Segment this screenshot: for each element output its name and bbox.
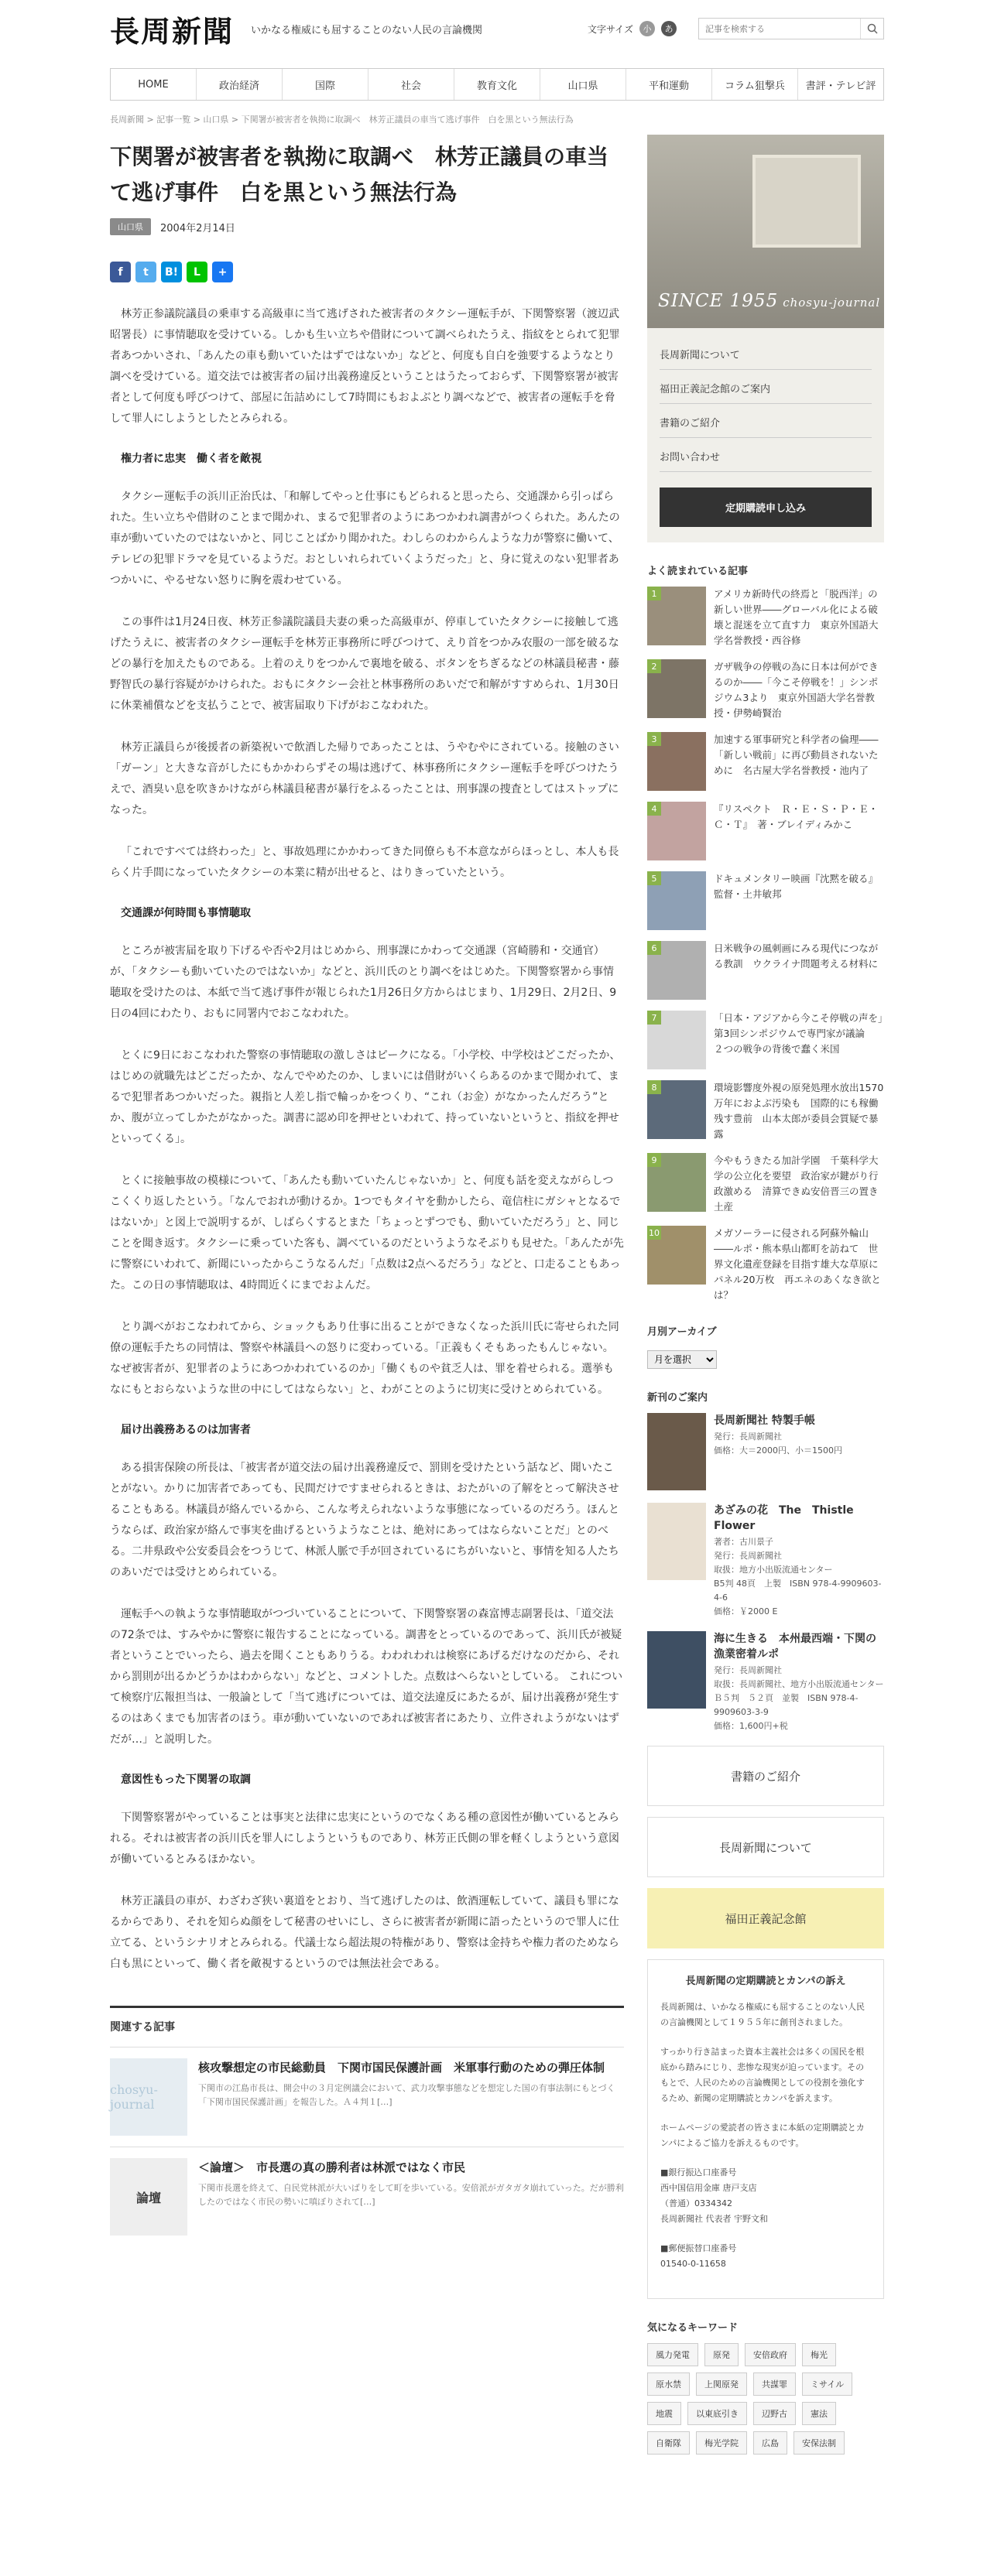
- rank-number: 3: [647, 732, 661, 746]
- rank-number: 4: [647, 802, 661, 816]
- related-desc: 下関市長選を終えて、自民党林派が大いばりをして町を歩いている。安倍派がガタガタ崩れていった。だが勝利したのではなく市民の勢いに嗔ぼりされて[…]: [198, 2183, 624, 2207]
- article-paragraph: とくに接触事故の模様について、「あんたも動いていたんじゃないか」と、何度も話を変えながらしつこくくり返したという。「なんでおれが動けるか。1つでもタイヤを動かしたら、竜信柱にガシャとなるではないか」と図上で説明するが、しばらくするとまた「ちょっとずつでも、動いていただろう」と、同じことを聞き返す。タクシーに乗っていた客も、調べているのだというようなそぶりも見せた。「あんたが先に警察にいわれて、新聞にいったからこうなるんだ」「点数は2点へるだろう」などと、口走ることもあった。この日の事情聴取は、4時間近くにまでおよんだ。: [110, 1175, 624, 1291]
- popular-title[interactable]: 加速する軍事研究と科学者の倫理――「新しい戦前」に再び動員されないために 名古屋大学名誉教授・池内了: [714, 734, 879, 776]
- share-buttons: [110, 262, 624, 282]
- search-button[interactable]: [860, 19, 883, 39]
- book-list: [647, 1413, 884, 1733]
- notice-paragraph: 長周新聞は、いかなる権威にも屈することのない人民の言論機関として１９５５年に創刊されました。: [660, 2002, 865, 2027]
- popular-item[interactable]: [647, 587, 884, 648]
- popular-title[interactable]: ドキュメンタリー映画『沈黙を破る』 監督・土井敏邦: [714, 873, 883, 900]
- popular-thumbnail[interactable]: [647, 1011, 706, 1069]
- keyword-tag[interactable]: 梅光: [802, 2343, 836, 2366]
- keyword-tag[interactable]: 梅光学院: [696, 2431, 747, 2455]
- nav-society[interactable]: 社会: [368, 69, 454, 100]
- breadcrumb[interactable]: 長周新聞 > 記事一覧 > 山口県 > 下関署が被害者を執拗に取調べ 林芳正議員の車当て逃げ事件 白を黒という無法行為: [110, 115, 574, 125]
- nav-international[interactable]: 国際: [283, 69, 368, 100]
- related-articles: [110, 2006, 624, 2246]
- menu-about[interactable]: 長周新聞について: [660, 336, 872, 370]
- popular-thumbnail[interactable]: [647, 1153, 706, 1212]
- keyword-tag[interactable]: 広島: [753, 2431, 787, 2455]
- keyword-tag[interactable]: 共謀罪: [753, 2372, 796, 2396]
- notice-body: [660, 2000, 871, 2272]
- search-box: [698, 18, 884, 39]
- popular-item[interactable]: [647, 941, 884, 1000]
- popular-thumbnail[interactable]: [647, 1226, 706, 1285]
- related-desc: 下関市の江島市長は、開会中の３月定例議会において、武力攻撃事態などを想定した国の有事法制にもとづく「下関市国民保護計画」を報告した。Ａ４判１[…]: [198, 2083, 615, 2107]
- popular-item[interactable]: [647, 871, 884, 930]
- popular-thumbnail[interactable]: [647, 1080, 706, 1139]
- keyword-tag[interactable]: 辺野古: [753, 2402, 796, 2425]
- sidebar-menu: [647, 328, 884, 542]
- popular-thumbnail[interactable]: [647, 871, 706, 930]
- rank-number: 7: [647, 1011, 661, 1025]
- related-title[interactable]: ＜論壇＞ 市長選の真の勝利者は林派ではなく市民: [198, 2160, 466, 2174]
- article-subheading: 権力者に忠実 働く者を敵視: [121, 453, 262, 465]
- article-subheading: 届け出義務あるのは加害者: [121, 1424, 251, 1436]
- line-share-button[interactable]: L: [187, 262, 207, 282]
- article-paragraph: とくに9日におこなわれた警察の事情聴取の激しさはピークになる。「小学校、中学校はどこだったか、はじめの就職先はどこだったか、なんでやめたのか、しまいには借財がいくらあるのかまで聞かれて、まるで犯罪者あつかいだった。親指と人差し指で輪っかをつくり、“これ（お金）がなかったんだろう”とか、腹が立ってしかたがなかった。調書に認め印を押せといわれて、持っていないというと、指紋を押せといってくる」。: [110, 1049, 621, 1145]
- keyword-list: [647, 2343, 884, 2455]
- article-subheading: 意図性もった下関署の取調: [121, 1774, 251, 1786]
- keyword-tag[interactable]: 以東底引き: [687, 2402, 747, 2425]
- article-paragraph: 運転手への執ような事情聴取がつづいていることについて、下関警察署の森富博志副署長は、「道交法の72条では、すみやかに警察に報告することになっている。調書をとっているのであって、浜川氏が被疑者ということでいったら、過去を聞くこともありうる。わわれわれは検察にあげるだけなのだから、それから罰則が出るかどうかはわからない」などと、コメントした。点数はへらないとしている。 これについて検察庁広報担当は、一般論として「当て逃げについては、道交法違反にあたるが、届け出義務が発生するのはあくまでも加害者のほう。車が動いていないのであれば被害者にあたり、立件されようがないはずだが…」と説明した。: [110, 1608, 623, 1746]
- office-photo: [752, 155, 861, 248]
- search-icon: [867, 23, 878, 34]
- article-paragraph: ところが被害届を取り下げるや否や2月はじめから、刑事課にかわって交通課（宮崎勝和・交通官）が、「タクシーも動いていたのではないか」などと、浜川氏のとり調べをはじめた。下関警察署から事情聴取を受けたのは、本紙で当て逃げ事件が報じられた1月26日夕方からはじまり、1月29日、2月2日、9日の4回にわたり、おもに同署内でおこなわれた。: [110, 945, 617, 1020]
- popular-title[interactable]: 「日本・アジアから今こそ停戦の声を」 第3回シンポジウムで専門家が議論 ２つの戦争の背後で蠢く米国: [714, 1012, 893, 1055]
- popular-title[interactable]: アメリカ新時代の終焉と「脱西洋」の新しい世界――グローバル化による破壊と混迷を立て直す力 東京外国語大学名誉教授・西谷修: [714, 588, 879, 646]
- keyword-tag[interactable]: 上関原発: [696, 2372, 747, 2396]
- keyword-tag[interactable]: 原発: [704, 2343, 739, 2366]
- category-badge[interactable]: 山口県: [110, 218, 151, 235]
- site-tagline: いかなる権威にも屈することのない人民の言論機関: [251, 24, 483, 36]
- popular-thumbnail[interactable]: [647, 732, 706, 791]
- article-paragraph: ある損害保険の所長は、「被害者が道交法の届け出義務違反で、罰則を受けたという話など、聞いたことがない。かりに加害者であっても、民間だけですませられるときは、おたがいの了解をとって解決させることもある。林議員が絡んでいるから、こんな考えられないような事態になっているのだろう。ほんとうならば、政治家が絡んで事実を曲げるというようなことは、絶対にあってはならないことだ」とのべる。二井県政や公安委員会をつうじて、林派人脈で手が回されているにちがいないと、事情を知る人たちのあいだでは受けとめられている。: [110, 1462, 619, 1579]
- site-logo[interactable]: 長周新聞: [110, 13, 235, 49]
- hatena-share-button[interactable]: B!: [161, 262, 182, 282]
- font-large-button[interactable]: あ: [661, 21, 677, 36]
- article-paragraph: 林芳正議員らが後援者の新築祝いで飲酒した帰りであったことは、うやむやにされている。接触のさい「ガーン」と大きな音がしたにもかかわらずその場は逃げて、林事務所にタクシー運転手を呼びつけたうえで、酒臭い息を吹きかけながら林議員秘書が暴行をふるったことは、刑事課の捜査としてはストップになった。: [110, 741, 619, 816]
- rank-number: 5: [647, 871, 661, 885]
- books-banner-label: 書籍のご紹介: [730, 1769, 800, 1784]
- subscribe-button[interactable]: 定期購読申し込み: [660, 487, 872, 527]
- since-label: [658, 291, 880, 311]
- book-info: 発行：長周新聞社 取扱：長周新聞社、地方小出版流通センター Ｂ５判 ５２頁 並製 ISBN 978-4-9909603-3-9 価格：1,600円+税: [714, 1665, 884, 1731]
- more-share-button[interactable]: +: [212, 262, 233, 282]
- keyword-tag[interactable]: ミサイル: [802, 2372, 852, 2396]
- popular-title[interactable]: 今やもうきたる加計学園 千葉科学大学の公立化を要望 政治家が鍵がり行政激める 清算できぬ安倍晋三の置き土産: [714, 1155, 879, 1213]
- search-input[interactable]: [699, 19, 860, 39]
- font-size-label: 文字サイズ: [587, 23, 633, 35]
- article-paragraph: 「これですべては終わった」と、事故処理にかかわってきた同僚らも不本意ながらほっとし、本人も長らく片手間になっていたタクシーの本業に精が出せると、はりきっていたという。: [110, 846, 619, 879]
- memorial-banner[interactable]: [647, 1888, 884, 1948]
- sidebar: [647, 135, 893, 2455]
- article-paragraph: 下関警察署がやっていることは事実と法律に忠実にというのでなくある種の意図性が働いているとみられる。それは被害者の浜川氏を罪人にしようというものであり、林芳正氏側の罪を軽くしようという意図が働いているとみるほかない。: [110, 1811, 619, 1866]
- article-title: 下関署が被害者を執拗に取調べ 林芳正議員の車当て逃げ事件 白を黒という無法行為: [110, 144, 609, 205]
- article-date: 2004年2月14日: [160, 222, 235, 234]
- book-item[interactable]: [647, 1413, 884, 1490]
- keyword-tag[interactable]: 憲法: [802, 2402, 836, 2425]
- book-item[interactable]: [647, 1503, 884, 1619]
- article-paragraph: 林芳正議員の車が、わざわざ狭い裏道をとおり、当て逃げしたのは、飲酒運転していて、議員も罪になるからであり、それを知らぬ顔をして秘書のせいにし、さらに被害者が新聞に語ったというので罪人に仕立てる、というシナリオとみられる。代議士なら超法規の特権があり、警察は金持ちや権力者のためなら白も黒にといって、働く者を敵視するというのでは無法社会である。: [110, 1895, 619, 1970]
- nav-yamaguchi[interactable]: 山口県: [540, 69, 626, 100]
- article-paragraph: この事件は1月24日夜、林芳正参議院議員夫妻の乗った高級車が、停車していたタクシーに接触して逃げたうえに、被害者のタクシー運転手を林芳正事務所に呼びつけて、えり首をつかみ农服の一部を破るなどの暴行を加えたものである。上着のえりをつかんで裏地を破る、ボタンをちぎるなどの林議員秘書・藤野智氏の暴行容疑がかけられた。おもにタクシー会社と林事務所のあいだで和解がすすめられ、1月30日に休業補償などを支払うことで、被害届取り下げがおこなわれた。: [110, 616, 619, 712]
- rank-number: 6: [647, 941, 661, 955]
- book-title[interactable]: あざみの花 The Thistle Flower: [714, 1504, 854, 1532]
- menu-contact[interactable]: お問い合わせ: [660, 438, 872, 472]
- rank-number: 10: [647, 1226, 661, 1240]
- memorial-banner-label: 福田正義記念館: [725, 1911, 807, 1926]
- nav-column[interactable]: コラム狙撃兵: [712, 69, 798, 100]
- site-header: [110, 0, 884, 57]
- popular-title[interactable]: メガソーラーに侵される阿蘇外輪山――ルポ・熊本県山都町を訪ねて 世界文化遺産登録を目指す雄大な草原にパネル20万枚 再エネのあくなき欲とは？: [714, 1227, 881, 1301]
- subscription-notice: [647, 1959, 884, 2299]
- archive-select[interactable]: [647, 1350, 717, 1369]
- books-heading: 新刊のご案内: [647, 1392, 708, 1404]
- popular-thumbnail[interactable]: [647, 802, 706, 860]
- popular-title[interactable]: 『リスペクト Ｒ・Ｅ・Ｓ・Ｐ・Ｅ・Ｃ・Ｔ』 著・ブレイディみかこ: [714, 803, 879, 830]
- popular-title[interactable]: 日米戦争の風刺画にみる現代につながる教訓 ウクライナ問題考える材料に: [714, 942, 879, 970]
- article-subheading: 交通課が何時間も事情聴取: [121, 907, 251, 919]
- font-small-button[interactable]: 小: [639, 21, 655, 36]
- keyword-tag[interactable]: 風力発電: [647, 2343, 698, 2366]
- book-info: 著者：古川景子 発行：長周新聞社 取扱：地方小出版流通センター B5判 48頁 上製 ISBN 978-4-9909603-4-6 価格：￥2000 E: [714, 1537, 882, 1616]
- article-body: [110, 304, 624, 1975]
- book-title[interactable]: 海に生きる 本州最西端・下関の漁業密着ルポ: [714, 1633, 876, 1661]
- notice-paragraph: ■郵便振替口座番号 01540-0-11658: [660, 2243, 737, 2269]
- popular-list: [647, 587, 893, 1303]
- menu-books[interactable]: 書籍のご紹介: [660, 404, 872, 438]
- since-sub: chosyu-journal: [783, 296, 881, 310]
- article-paragraph: タクシー運転手の浜川正治氏は、「和解してやっと仕事にもどられると思ったら、交通課から引っぱられた。生い立ちや借財のことまで聞かれ、まるで犯罪者のようにあつかわれ調書がつくられた。あんたの車が動いていたのではないかと、同じことばかり聞かれた。わしらのわからんような力が警察に働いて、テレビの犯罪ドラマを見ているようだ。おとしいれられていくようだった」と、身に覚えのない犯罪者あつかいに、やるせない怒りに胸を震わせている。: [110, 491, 620, 587]
- book-cover[interactable]: [647, 1413, 706, 1490]
- related-thumbnail[interactable]: 論壇: [110, 2158, 187, 2236]
- keywords-heading: 気になるキーワード: [647, 2322, 739, 2334]
- main-column: [110, 135, 624, 2455]
- popular-thumbnail[interactable]: [647, 587, 706, 645]
- related-item[interactable]: [110, 2147, 624, 2246]
- book-title[interactable]: 長周新聞社 特製手帳: [714, 1415, 815, 1427]
- related-item[interactable]: [110, 2047, 624, 2147]
- popular-item[interactable]: [647, 1153, 884, 1215]
- keyword-tag[interactable]: 自衛隊: [647, 2431, 690, 2455]
- popular-item[interactable]: [647, 1226, 884, 1303]
- notice-paragraph: すっかり行き詰まった資本主義社会は多くの国民を根底から踏みにじり、悲惨な現実が迫っています。そのもとで、人民のための言論機関としての役割を強化するため、新聞の定期購読とカンパを訴えます。: [660, 2047, 865, 2103]
- archive-heading: 月別アーカイブ: [647, 1326, 717, 1338]
- about-banner[interactable]: [647, 1817, 884, 1877]
- keyword-tag[interactable]: 安保法制: [793, 2431, 845, 2455]
- related-title[interactable]: 核攻撃想定の市民総動員 下関市国民保護計画 米軍事行動のための弾圧体制: [198, 2061, 605, 2075]
- article-meta: [110, 218, 624, 235]
- since-year: SINCE 1955: [658, 291, 779, 311]
- popular-item[interactable]: [647, 1080, 884, 1142]
- related-heading: 関連する記事: [110, 2021, 175, 2034]
- popular-item[interactable]: [647, 732, 884, 791]
- popular-title[interactable]: ガザ戦争の停戦の為に日本は何ができるのか――「今こそ停戦を！」シンポジウム3より 東京外国語大学名誉教授・伊勢崎賢治: [714, 661, 879, 719]
- about-banner-label: 長周新聞について: [719, 1840, 812, 1855]
- rank-number: 2: [647, 659, 661, 673]
- book-info: 発行：長周新聞社 価格：大＝2000円、小＝1500円: [714, 1432, 842, 1456]
- rank-number: 9: [647, 1153, 661, 1167]
- popular-thumbnail[interactable]: [647, 659, 706, 718]
- popular-item[interactable]: [647, 1011, 893, 1069]
- twitter-share-button[interactable]: t: [135, 262, 156, 282]
- rank-number: 1: [647, 587, 661, 600]
- nav-peace[interactable]: 平和運動: [626, 69, 712, 100]
- main-nav: [110, 68, 884, 101]
- article-paragraph: とり調べがおこなわれてから、ショックもあり仕事に出ることができなくなった浜川氏に寄せられた同僚の運転手たちの同情は、警察や林議員への怒りに変わっている。「正義もくそもあったもんじゃない。なぜ被害者が、犯罪者のようにあつかわれているのか」「働くものや貧乏人は、罪を着せられる。選挙もなにもとおらないような世の中にしてはならない」と、わがことのように切実に受けとめられている。: [110, 1321, 619, 1396]
- nav-home[interactable]: HOME: [111, 69, 197, 100]
- notice-title: 長周新聞の定期購読とカンパの訴え: [685, 1976, 846, 1987]
- book-item[interactable]: [647, 1631, 884, 1733]
- rank-number: 8: [647, 1080, 661, 1094]
- menu-memorial[interactable]: 福田正義記念館のご案内: [660, 370, 872, 404]
- popular-item[interactable]: [647, 802, 884, 860]
- header-tools: [588, 18, 884, 39]
- notice-paragraph: ■銀行振込口座番号 西中国信用金庫 唐戸支店 （普通）0334342 長周新聞社 代表者 宇野文和: [660, 2167, 768, 2224]
- keyword-tag[interactable]: 地震: [647, 2402, 681, 2425]
- facebook-share-button[interactable]: f: [110, 262, 131, 282]
- popular-item[interactable]: [647, 659, 884, 721]
- sidebar-photo: [647, 135, 884, 328]
- nav-politics[interactable]: 政治経済: [197, 69, 283, 100]
- keyword-tag[interactable]: 原水禁: [647, 2372, 690, 2396]
- nav-reviews[interactable]: 書評・テレビ評: [805, 80, 876, 92]
- keyword-tag[interactable]: 安倍政府: [745, 2343, 796, 2366]
- related-thumbnail[interactable]: chosyu-journal: [110, 2058, 187, 2136]
- notice-paragraph: ホームページの愛読者の皆さまに本紙の定期購読とカンパによるご協力を訴えるものです。: [660, 2123, 865, 2148]
- book-cover[interactable]: [647, 1503, 706, 1580]
- book-cover[interactable]: [647, 1631, 706, 1709]
- article-paragraph: 林芳正参議院議員の乗車する高級車に当て逃げされた被害者のタクシー運転手が、下関警察署（渡辺武昭署長）に事情聴取を受けている。しかも生い立ちや借財について調べられたうえ、指紋をとられて犯罪者あつかいされ、「あんたの車も動いていたはずではないか」などと、何度も自白を強要するようなとり調べを受けている。道交法では被害者の届け出義務違反ということはうたっておらず、下関警察署が被害者として何度も呼びつけて、部屋に缶詰めにして7時間にもおよぶとり調べなどで、被害者の運転手を脅して罪人にしようとしたとみられる。: [110, 308, 620, 425]
- popular-heading: よく読まれている記事: [647, 566, 749, 577]
- popular-title[interactable]: 環境影響度外視の原発処理水放出1570万年におよぶ汚染も 国際的にも稼働残す豊前 山本太郎が委員会質疑で暴露: [714, 1082, 884, 1140]
- popular-thumbnail[interactable]: [647, 941, 706, 1000]
- books-banner[interactable]: [647, 1746, 884, 1806]
- nav-culture[interactable]: 教育文化: [454, 69, 540, 100]
